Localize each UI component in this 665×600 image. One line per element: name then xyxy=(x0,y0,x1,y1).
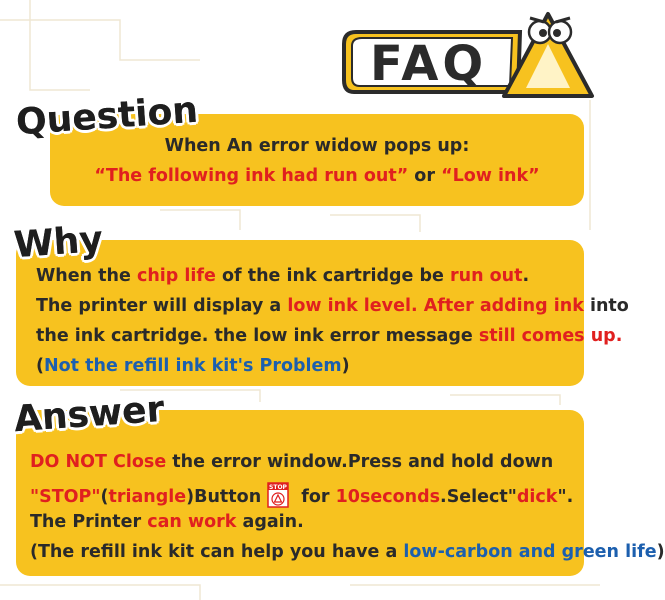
why-l2-a: The printer will display a xyxy=(36,296,288,316)
why-l2-c: . xyxy=(410,296,424,316)
answer-stop-text: "STOP" xyxy=(30,487,101,507)
stop-button-icon xyxy=(267,482,289,508)
why-l2-after-adding-ink: After adding ink xyxy=(423,296,584,316)
why-l4-a: ( xyxy=(36,356,44,376)
why-heading: Why xyxy=(12,218,105,267)
why-line-4 xyxy=(36,356,350,376)
why-l3-still-comes-up: still comes up xyxy=(478,326,616,346)
answer-can-work: can work xyxy=(147,512,237,532)
error-text-ink-run-out: “The following ink had run out” xyxy=(94,166,409,186)
why-line-1 xyxy=(36,266,529,286)
why-line-2 xyxy=(36,296,629,316)
why-l1-chip-life: chip life xyxy=(136,266,216,286)
answer-l1-b: the error window.Press and hold down xyxy=(166,452,554,472)
error-text-low-ink: “Low ink” xyxy=(441,166,540,186)
stop-icon-label: STOP xyxy=(269,484,288,491)
answer-10-seconds: 10seconds xyxy=(335,487,441,507)
answer-line-3 xyxy=(30,512,304,532)
why-l4-not-refill-problem: Not the refill ink kit's Problem xyxy=(44,356,342,376)
question-line-2 xyxy=(50,166,584,186)
answer-dick-text: dick xyxy=(516,487,558,507)
why-l4-c: ) xyxy=(341,356,350,376)
answer-green-life: low-carbon and green life xyxy=(403,542,657,562)
why-l2-low-ink-level: low ink level xyxy=(287,296,411,316)
answer-l3-c: again. xyxy=(236,512,304,532)
mascot-icon xyxy=(500,6,596,100)
answer-l3-a: The Printer xyxy=(30,512,148,532)
why-l1-e: . xyxy=(522,266,530,286)
why-l1-c: of the ink cartridge be xyxy=(215,266,451,286)
answer-l2-i: ". xyxy=(557,487,574,507)
faq-title: FAQ xyxy=(370,36,488,92)
answer-line-4 xyxy=(30,542,665,562)
answer-l2-b: ( xyxy=(100,487,109,507)
question-heading: Question xyxy=(14,89,200,144)
answer-do-not-close: DO NOT Close xyxy=(30,452,167,472)
why-line-3 xyxy=(36,326,622,346)
answer-l4-c: ) xyxy=(656,542,665,562)
answer-triangle-text: triangle xyxy=(108,487,187,507)
answer-l2-e: for xyxy=(295,487,336,507)
answer-line-2 xyxy=(30,482,573,508)
or-text: or xyxy=(408,166,442,186)
why-l1-a: When the xyxy=(36,266,137,286)
why-l1-run-out: run out xyxy=(450,266,523,286)
answer-l4-a: (The refill ink kit can help you have a xyxy=(30,542,404,562)
why-l3-c: . xyxy=(615,326,623,346)
answer-l2-d: )Button xyxy=(186,487,262,507)
answer-heading: Answer xyxy=(12,388,166,441)
why-l2-e: into xyxy=(583,296,629,316)
question-line-1: When An error widow pops up: xyxy=(164,136,470,156)
answer-l2-g: .Select" xyxy=(440,487,517,507)
answer-line-1 xyxy=(30,452,553,472)
why-l3-a: the ink cartridge. the low ink error message xyxy=(36,326,479,346)
